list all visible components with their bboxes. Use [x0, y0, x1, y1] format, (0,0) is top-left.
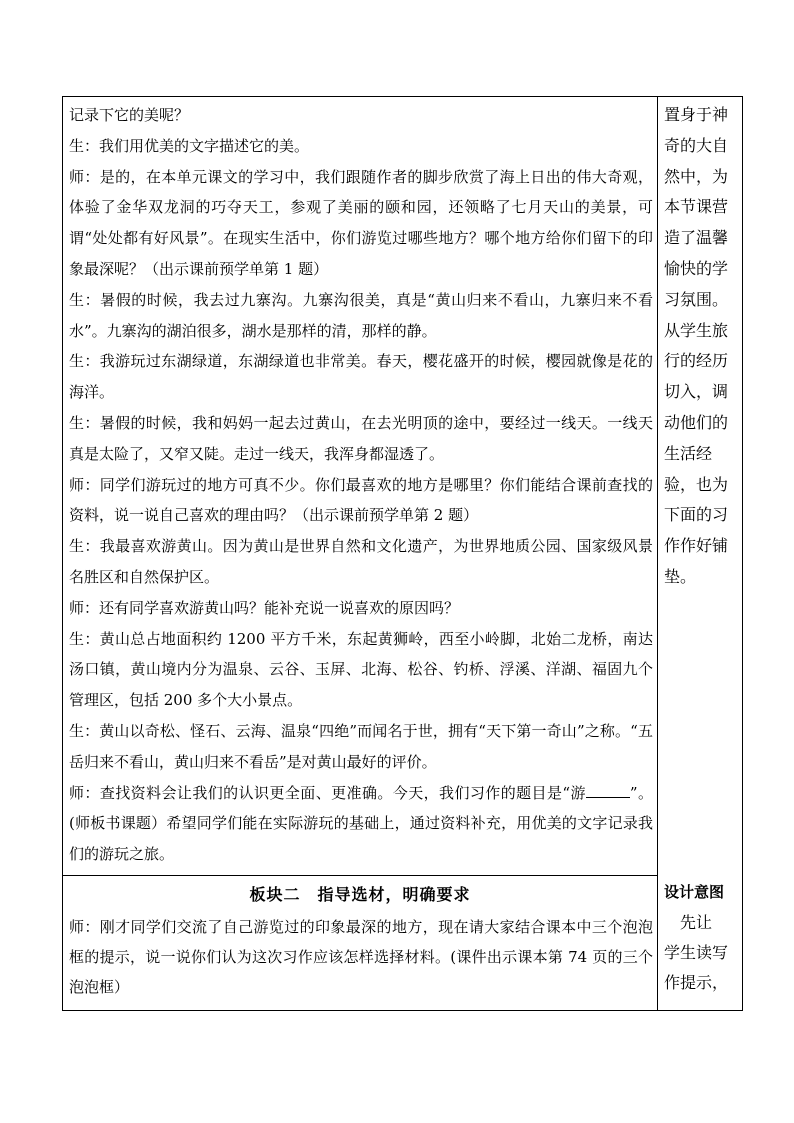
note-line: 然中，为: [664, 166, 729, 186]
dialogue-line: 师：是的，在本单元课文的学习中，我们跟随作者的脚步欣赏了海上日出的伟大奇观，体验了金华双龙洞的巧夺天工，参观了美丽的颐和园，还领略了七月天山的美景，可谓“处处都有好风景”。在现实生活中，你们游览过哪些地方？哪个地方给你们留下的印象最深呢？（出示课前预学单第 1 题）: [69, 167, 653, 278]
note-line: 习氛围。: [664, 289, 729, 309]
note-line: 下面的习: [664, 505, 729, 525]
note-line: 从学生旅: [664, 320, 729, 340]
note-line: 学生读写: [664, 943, 729, 962]
design-note-2: [664, 908, 740, 998]
note-line: 动他们的: [664, 412, 729, 432]
lesson-dialogue-2: [69, 912, 653, 1002]
dialogue-line: 生：黄山总占地面积约 1200 平方千米，东起黄狮岭，西至小岭脚，北始二龙桥，南达汤口镇，黄山境内分为温泉、云谷、玉屏、北海、松谷、钓桥、浮溪、洋湖、福固九个管理区，包括 200 多个大小景点。: [69, 629, 653, 710]
note-line: 验，也为: [664, 474, 729, 494]
dialogue-line: 师：刚才同学们交流了自己游览过的印象最深的地方，现在请大家结合课本中三个泡泡框的提示，说一说你们认为这次习作应该怎样选择材料。(课件出示课本第 74 页的三个泡泡框）: [69, 918, 653, 996]
dialogue-line: 师：还有同学喜欢游黄山吗？能补充说一说喜欢的原因吗？: [69, 598, 460, 617]
lesson-table: [62, 96, 743, 1011]
note-line: 本节课营: [664, 197, 729, 217]
design-note-1: [664, 100, 740, 593]
note-line: 先让: [664, 913, 713, 932]
text-after-blank: ”。(师板书课题）希望同学们能在实际游玩的基础上，通过资料补充，用优美的文字记录我们的游玩之旅。: [69, 783, 653, 864]
text-before-blank: 师：查找资料会让我们的认识更全面、更准确。今天，我们习作的题目是“游: [69, 783, 586, 802]
note-line: 行的经历: [664, 351, 729, 371]
note-line: 造了温馨: [664, 228, 729, 248]
lesson-dialogue: [69, 100, 653, 870]
dialogue-line: 生：暑假的时候，我去过九寨沟。九寨沟很美，真是“黄山归来不看山，九寨归来不看水”。九寨沟的湖泊很多，湖水是那样的清，那样的静。: [69, 290, 653, 340]
note-line: 垫。: [664, 566, 697, 586]
dialogue-line: 记录下它的美呢？: [69, 106, 190, 124]
dialogue-line: 生：我游玩过东湖绿道，东湖绿道也非常美。春天，樱花盛开的时候，樱园就像是花的海洋。: [69, 352, 653, 402]
note-line: 作作好铺: [664, 536, 729, 556]
dialogue-line-with-blank: [69, 778, 653, 870]
dialogue-line: 生：我们用优美的文字描述它的美。: [69, 136, 310, 155]
note-line: 愉快的学: [664, 258, 729, 278]
dialogue-line: 师：同学们游玩过的地方可真不少。你们最喜欢的地方是哪里？你们能结合课前查找的资料，说一说自己喜欢的理由吗？（出示课前预学单第 2 题）: [69, 475, 653, 525]
note-line: 奇的大自: [664, 135, 729, 155]
note-line: 置身于神: [664, 105, 729, 124]
dialogue-line: 生：黄山以奇松、怪石、云海、温泉“四绝”而闻名于世，拥有“天下第一奇山”之称。“五岳归来不看山，黄山归来不看岳”是对黄山最好的评价。: [69, 721, 653, 771]
fill-in-blank: [586, 783, 630, 798]
design-intent-title: 设计意图: [664, 883, 725, 901]
row-divider: [63, 875, 657, 876]
note-line: 生活经: [664, 443, 713, 463]
note-line: 作提示，: [664, 973, 729, 992]
note-line: 切入，调: [664, 382, 729, 402]
column-divider: [657, 97, 658, 1010]
section-heading: 板块二 指导选材，明确要求: [249, 885, 471, 904]
dialogue-line: 生：暑假的时候，我和妈妈一起去过黄山，在去光明顶的途中，要经过一线天。一线天真是太险了，又窄又陡。走过一线天，我浑身都湿透了。: [69, 413, 653, 463]
dialogue-line: 生：我最喜欢游黄山。因为黄山是世界自然和文化遗产，为世界地质公园、国家级风景名胜区和自然保护区。: [69, 537, 653, 586]
